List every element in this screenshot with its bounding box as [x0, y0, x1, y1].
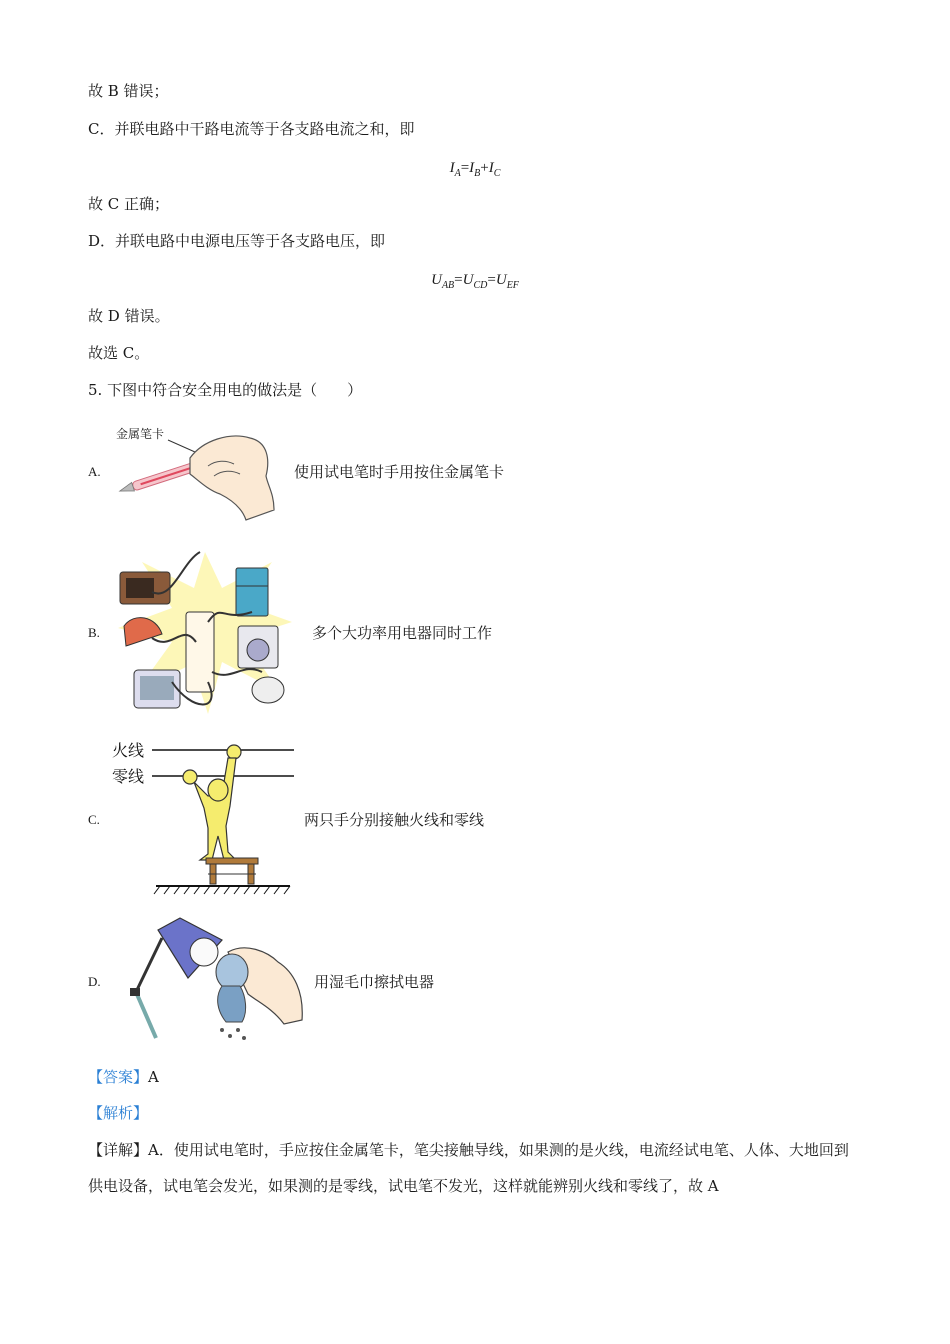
eq2-a-sub: AB	[441, 280, 455, 291]
line-c-correct: 故 C 正确；	[88, 195, 170, 213]
option-a-label: A.	[88, 464, 101, 479]
live-wire-label: 火线	[112, 741, 145, 760]
option-a-figure	[108, 420, 280, 524]
line-b-wrong: 故 B 错误；	[88, 82, 169, 100]
eq2-c: U	[495, 272, 507, 288]
neutral-wire-label: 零线	[112, 767, 145, 786]
line-choose: 故选 C。	[88, 344, 150, 362]
eq2-c-sub: EF	[506, 280, 519, 291]
eq1-b: I	[469, 160, 475, 176]
option-c-label: C.	[88, 812, 100, 827]
line-d-statement: D．并联电路中电源电压等于各支路电压，即	[88, 232, 386, 250]
eq1-a: I	[449, 160, 455, 176]
option-a-text: 使用试电笔时手用按住金属笔卡	[294, 463, 505, 481]
eq1-c-sub: C	[493, 168, 501, 179]
eq1-a-sub: A	[454, 168, 461, 179]
analysis-line	[88, 1102, 148, 1124]
option-c-text: 两只手分别接触火线和零线	[304, 811, 485, 829]
stool-icon	[206, 858, 258, 864]
fridge-icon	[236, 568, 268, 616]
line-d-wrong: 故 D 错误。	[88, 307, 170, 325]
eq1-op1: =	[460, 160, 470, 176]
eq1-op2: +	[480, 160, 489, 176]
detail-tag: 【详解】	[88, 1141, 149, 1159]
person-icon	[183, 745, 241, 860]
option-d-label: D.	[88, 974, 101, 989]
option-d-text: 用湿毛巾擦拭电器	[314, 973, 435, 991]
lamp-icon	[130, 918, 222, 1038]
detail-paragraph	[88, 1132, 863, 1204]
eq1-b-sub: B	[474, 168, 481, 179]
option-c-figure	[108, 736, 298, 898]
detail-text: A．使用试电笔时，手应按住金属笔卡，笔尖接触导线，如果测的是火线，电流经试电笔、人体、大地回到供电设备，试电笔会发光，如果测的是零线，试电笔不发光，这样就能辨别火线和零线了，故 A	[88, 1141, 849, 1195]
question-5: 5. 下图中符合安全用电的做法是（ ）	[88, 381, 363, 399]
hand-icon	[190, 436, 274, 520]
power-strip-icon	[186, 612, 214, 692]
analysis-tag: 【解析】	[88, 1104, 149, 1122]
eq2-op2: =	[487, 272, 496, 288]
line-c-statement: C．并联电路中干路电流等于各支路电流之和，即	[88, 120, 415, 138]
answer-line	[88, 1066, 159, 1088]
option-d-figure	[118, 912, 308, 1044]
eq1-c: I	[488, 160, 494, 176]
equation-voltage	[0, 269, 950, 297]
cooker-icon	[252, 677, 284, 703]
eq2-b: U	[462, 272, 474, 288]
hand-with-towel-icon	[216, 948, 302, 1040]
option-b-text: 多个大功率用电器同时工作	[312, 624, 493, 642]
answer-value: A	[148, 1068, 159, 1086]
option-b-figure	[112, 542, 298, 720]
eq2-op1: =	[454, 272, 463, 288]
eq2-a: U	[431, 272, 442, 288]
answer-tag: 【答案】	[88, 1068, 149, 1086]
option-a-figure-label: 金属笔卡	[116, 427, 165, 441]
option-b-label: B.	[88, 625, 100, 640]
eq2-b-sub: CD	[473, 280, 488, 291]
equation-current	[0, 157, 950, 185]
